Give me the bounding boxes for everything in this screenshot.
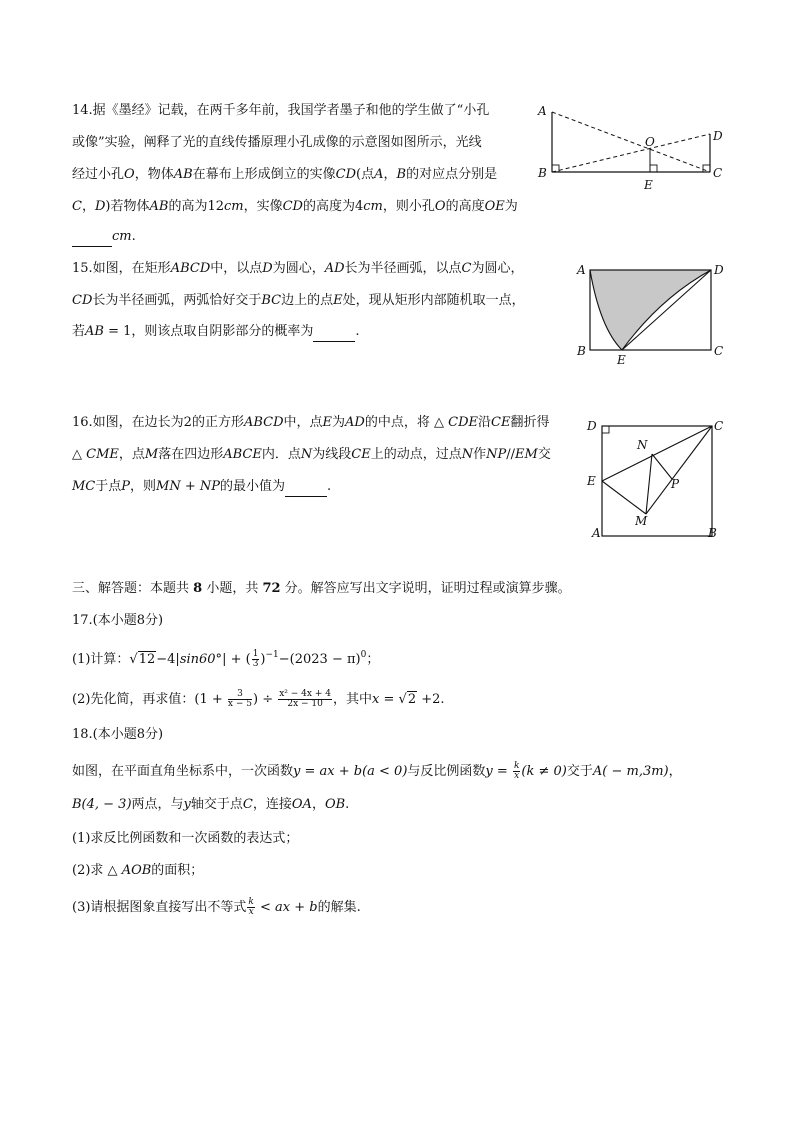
var: CME	[86, 447, 119, 462]
answer-blank	[285, 478, 327, 497]
var: x	[372, 692, 380, 707]
text: ，其中	[332, 692, 372, 707]
label-B: B	[538, 166, 547, 180]
text: (1)计算：	[72, 652, 130, 667]
text: 两点，与	[131, 797, 184, 812]
den: 2x − 10	[287, 699, 323, 709]
text: (3)请根据图象直接写出不等式	[72, 900, 247, 915]
text: 经过小孔	[72, 167, 125, 182]
var: N	[461, 447, 474, 462]
text: 的高度为4	[302, 199, 364, 214]
label-B: B	[708, 526, 717, 540]
var: CD	[72, 293, 93, 308]
point: A( − m,3m)	[592, 764, 669, 779]
fraction	[228, 690, 252, 709]
var: AB	[85, 324, 104, 339]
label-B: B	[577, 344, 586, 358]
text: ) ÷	[253, 692, 278, 707]
text: (2)先化简，再求值：(1 +	[72, 692, 227, 707]
q15-line-2	[72, 292, 525, 310]
var: BC	[261, 293, 282, 308]
text: +	[180, 479, 200, 494]
text: 为	[332, 415, 346, 430]
var: OA	[291, 797, 312, 812]
label-P: P	[671, 477, 680, 491]
q14-line-2: 或像”实验，阐释了光的直线传播原理小孔成像的示意图如图所示，光线	[72, 135, 482, 150]
text: .	[355, 324, 360, 339]
text: 交	[537, 447, 551, 462]
den: x	[248, 907, 254, 917]
var: E	[333, 293, 343, 308]
exponent: −1	[265, 650, 279, 660]
var: N	[300, 447, 313, 462]
text: .	[345, 797, 350, 812]
text: //	[506, 447, 515, 462]
fraction	[252, 650, 260, 669]
q18-part-2	[72, 862, 203, 880]
fraction	[278, 690, 332, 709]
label-A: A	[592, 526, 601, 540]
text: 长为半径画弧，两弧恰好交于	[92, 293, 262, 308]
unit: cm	[112, 229, 132, 244]
text: ，	[311, 797, 325, 812]
var: M	[144, 447, 159, 462]
text: 边上的点	[281, 293, 334, 308]
text: 翻折得	[510, 415, 550, 430]
num: 1	[252, 649, 259, 659]
label-N: N	[637, 438, 648, 452]
var: MN	[156, 479, 181, 494]
var: y =	[485, 764, 512, 779]
q18-line-2	[72, 796, 349, 814]
var: O	[124, 167, 135, 182]
q18-line-1	[72, 762, 682, 781]
q18-part-3	[72, 898, 361, 917]
den: x − 5	[227, 699, 252, 709]
q16-line-3	[72, 478, 331, 497]
sqrt: √2	[398, 692, 417, 707]
text: ，物体	[134, 167, 174, 182]
label-E: E	[617, 353, 626, 367]
text: ，则小孔	[382, 199, 435, 214]
q18-part-1: (1)求反比例函数和一次函数的表达式；	[72, 831, 299, 846]
text: 16.如图，在边长为2的正方形	[72, 415, 244, 430]
q17-part-2	[72, 690, 445, 709]
text: = 1，则该点取自阴影部分的概率为	[103, 324, 314, 339]
text: | +	[222, 652, 246, 667]
text: 分。解答应写出文字说明，证明过程或演算步骤。	[280, 581, 571, 596]
den: x	[514, 771, 520, 781]
var: C	[72, 199, 82, 214]
fraction	[513, 762, 520, 781]
point: B(4, − 3)	[72, 797, 132, 812]
label-O: O	[645, 135, 655, 149]
label-M: M	[635, 514, 648, 528]
label-D: D	[713, 129, 723, 143]
text: )若物体	[105, 199, 150, 214]
text: 内．点	[261, 447, 301, 462]
text: (点	[356, 167, 375, 182]
q15-line-3	[72, 323, 360, 342]
var: C	[242, 797, 253, 812]
text: 的高度	[445, 199, 485, 214]
text: 为圆心，	[471, 261, 524, 276]
var: AOB	[121, 863, 152, 878]
label-E: E	[587, 474, 596, 488]
num: x² − 4x + 4	[279, 689, 331, 699]
text: 2	[407, 692, 417, 707]
var: NP	[199, 479, 221, 494]
q14-line-4	[72, 198, 518, 216]
equation: y = ax + b(a < 0)	[293, 764, 408, 779]
q16-figure	[580, 412, 730, 544]
sqrt: √12	[129, 652, 156, 667]
text: ，点	[118, 447, 145, 462]
var: CDE	[448, 415, 478, 430]
var: CD	[282, 199, 303, 214]
text: ，	[383, 167, 397, 182]
text: 作	[473, 447, 487, 462]
label-C: C	[714, 419, 724, 433]
text: 上的动点，过点	[370, 447, 462, 462]
text: ，则	[130, 479, 157, 494]
label-A: A	[538, 104, 547, 118]
text: .	[131, 229, 136, 244]
text: 如图，在平面直角坐标系中，一次函数	[72, 764, 294, 779]
var: B	[396, 167, 407, 182]
num: k	[513, 761, 520, 771]
text: 为	[504, 199, 518, 214]
var: AB	[149, 199, 169, 214]
text: 的中点，将 △	[364, 415, 449, 430]
label-D: D	[587, 419, 597, 433]
var: MC	[72, 479, 96, 494]
q18-heading: 18.(本小题8分)	[72, 727, 164, 742]
fraction	[247, 898, 254, 917]
text: 与反比例函数	[407, 764, 486, 779]
unit: cm	[223, 199, 244, 214]
text: 落在四边形	[158, 447, 224, 462]
var: P	[121, 479, 131, 494]
q14-line-5	[72, 228, 136, 247]
var: CE	[351, 447, 371, 462]
var: ABCD	[243, 415, 284, 430]
num: 3	[228, 690, 252, 700]
label-C: C	[713, 166, 723, 180]
text: 小题，共	[202, 581, 263, 596]
text: 处，现从矩形内部随机取一点，	[342, 293, 525, 308]
text: 于点	[95, 479, 122, 494]
text: −(2023 − π)	[278, 652, 361, 667]
var: CE	[491, 415, 511, 430]
den: 3	[252, 659, 259, 669]
q15-line-1	[72, 260, 524, 278]
var: D	[94, 199, 106, 214]
exponent: 0	[360, 650, 367, 660]
text: ，	[668, 764, 682, 779]
answer-blank	[313, 323, 355, 342]
q16-line-2	[72, 446, 551, 464]
text: 的解集.	[317, 900, 361, 915]
var: ABCD	[170, 261, 211, 276]
text: .	[327, 479, 332, 494]
var: EM	[515, 447, 538, 462]
var: OE	[484, 199, 505, 214]
label-C: C	[714, 344, 724, 358]
var: A	[374, 167, 384, 182]
text: △	[72, 447, 87, 462]
q16-line-1	[72, 414, 549, 432]
text: sin60°	[179, 652, 223, 667]
var: ABCE	[223, 447, 262, 462]
text: 轴交于点	[190, 797, 243, 812]
text: ；	[366, 652, 380, 667]
var: AB	[173, 167, 193, 182]
var: y	[183, 797, 191, 812]
var: OB	[324, 797, 346, 812]
text: =	[379, 692, 399, 707]
var: AD	[345, 415, 365, 430]
text: < ax + b	[255, 900, 318, 915]
text: 为圆心，	[272, 261, 325, 276]
text: 72	[262, 581, 281, 596]
text: (2)求 △	[72, 863, 122, 878]
text: 的最小值为	[220, 479, 286, 494]
label-E: E	[644, 178, 653, 192]
q17-part-1: (1)计算：√12−4|sin60°| + ( $\frac{1}{3}$ )$^{-1}-(2023 - \pi)^0$；	[72, 649, 380, 669]
text: −4|	[156, 652, 180, 667]
var: D	[262, 261, 273, 276]
var: C	[461, 261, 472, 276]
text: 12	[138, 652, 156, 667]
text: 中，以点	[210, 261, 263, 276]
answer-blank	[72, 228, 112, 247]
text: ，	[81, 199, 95, 214]
text: (k ≠ 0)	[521, 764, 567, 779]
q15-figure	[570, 258, 730, 370]
var: E	[322, 415, 333, 430]
text: 中，点	[283, 415, 323, 430]
text: 8	[193, 581, 203, 596]
var: NP	[486, 447, 507, 462]
var: CD	[335, 167, 357, 182]
text: 在幕布上形成倒立的实像	[192, 167, 336, 182]
num: k	[248, 897, 254, 907]
text: 若	[72, 324, 86, 339]
unit: cm	[363, 199, 383, 214]
q14-line-1: 14.据《墨经》记载，在两千多年前，我国学者墨子和他的学生做了“小孔	[72, 103, 490, 118]
text: 的高为12	[168, 199, 224, 214]
text: 交于	[566, 764, 593, 779]
text: 三、解答题：本题共	[72, 581, 194, 596]
var: O	[434, 199, 446, 214]
text: 的面积；	[151, 863, 204, 878]
q14-line-3	[72, 166, 497, 184]
text: ，连接	[252, 797, 292, 812]
text: 15.如图，在矩形	[72, 261, 171, 276]
text: 长为半径画弧，以点	[344, 261, 462, 276]
section-3-heading	[72, 580, 571, 598]
text: 的对应点分别是	[406, 167, 498, 182]
var: AD	[324, 261, 345, 276]
text: +2.	[417, 692, 445, 707]
text: ，实像	[243, 199, 283, 214]
text: 为线段	[312, 447, 352, 462]
q14-figure	[530, 98, 730, 194]
text: 沿	[477, 415, 491, 430]
label-D: D	[714, 263, 724, 277]
label-A: A	[577, 263, 586, 277]
q17-heading: 17.(本小题8分)	[72, 613, 164, 628]
